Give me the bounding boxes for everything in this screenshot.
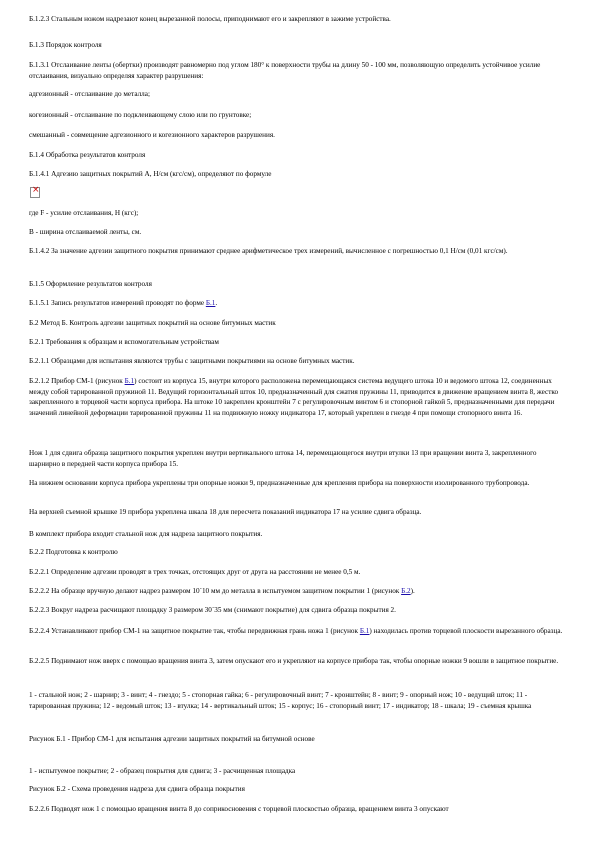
paragraph: Б.1.5.1 Запись результатов измерений проводят по форме Б.1. [29,299,218,307]
paragraph: адгезионный - отслаивание до металла; [29,90,150,98]
paragraph [29,586,569,597]
paragraph: Б.1.4.2 За значение адгезии защитного покрытия принимают среднее арифметическое трех измерений, вычисленное с погрешностью 0,1 Н/см (0,01 кгс/см). [29,247,508,255]
paragraph-text: ) состоит из корпуса 15, внутри которого расположена перемещающаяся система ведущего штока 10 и ведомого штока 12, соединенных между собой тарированной пружиной 11. Ведущий горизонтальный шток 10, предназначенный для сжатия пружины 11, приводится в движение вращением винта 8, жестко закрепленного в торцевой части корпуса прибора. На штоке 10 закреплен кронштейн 7 с регулировочным винтом 6 и стопорной гайкой 5, предназначенными для передачи значений линейной деформации тарированной пружины 11 на подвижную ножку индикатора 17, который укреплен в гнезде 4 при помощи стопорного винта 16. [29,377,559,417]
paragraph: B - ширина отслаиваемой ленты, см. [29,228,142,236]
paragraph-text: ) находилась против торцевой плоскости вырезанного образца. [369,627,563,635]
figure-b1-link[interactable]: Б.1 [359,627,370,635]
section-heading: Б.1.4 Обработка результатов контроля [29,151,146,159]
paragraph: Б.2.2.3 Вокруг надреза расчищают площадку 3 размером 30´35 мм (снимают покрытие) для сдвига образца покрытия 2. [29,606,396,614]
section-heading: Б.1.5 Оформление результатов контроля [29,280,152,288]
figure-b1-link[interactable]: Б.1 [124,377,135,385]
paragraph: Б.2.2.6 Подводят нож 1 с помощью вращения винта 8 до соприкосновения с торцевой плоскостью образца, вращением винта 3 опускают [29,805,449,813]
paragraph-text: Б.2.2.2 На образце вручную делают надрез размером 10´10 мм до металла в испытуемом защитном покрытии 1 (рисунок [29,587,400,595]
paragraph: В комплект прибора входит стальной нож для надреза защитного покрытия. [29,530,263,538]
paragraph: Б.2.2.1 Определение адгезии проводят в трех точках, отстоящих друг от друга на расстоянии не менее 0,5 м. [29,568,361,576]
paragraph: Нож 1 для сдвига образца защитного покрытия укреплен внутри вертикального штока 14, перемещающегося внутри втулки 13 при вращении винта 3, закрепленного шарнирно в передней части корпуса прибора 15. [29,449,537,468]
paragraph: Б.1.4.1 Адгезию защитных покрытий А, Н/см (кгс/см), определяют по формуле [29,170,272,178]
paragraph-text: Б.2.1.2 Прибор СМ-1 (рисунок [29,377,123,385]
section-heading: Б.2 Метод Б. Контроль адгезии защитных покрытий на основе битумных мастик [29,319,276,327]
section-heading: Б.2.2 Подготовка к контролю [29,548,118,556]
section-heading: Б.2.1 Требования к образцам и вспомогательным устройствам [29,338,219,346]
paragraph: где F - усилие отслаивания, Н (кгс); [29,209,139,217]
paragraph: когезионный - отслаивание по подклеивающему слою или по грунтовке; [29,111,252,119]
broken-image-icon [30,187,40,198]
figure-b2-link[interactable]: Б.2 [401,587,411,595]
paragraph-text: ). [410,587,415,595]
paragraph: На нижнем основании корпуса прибора укреплены три опорные ножки 9, предназначенные для крепления прибора на поверхности изолированного трубопровода. [29,479,530,487]
paragraph [29,376,569,418]
paragraph: На верхней съемной крышке 19 прибора укреплена шкала 18 для пересчета показаний индикатора 17 на усилие сдвига образца. [29,508,422,516]
section-heading: Б.1.3 Порядок контроля [29,41,102,49]
figure-legend: 1 - испытуемое покрытие; 2 - образец покрытия для сдвига; 3 - расчищенная площадка [29,767,296,775]
paragraph: Б.1.2.3 Стальным ножом надрезают конец вырезанной полосы, приподнимают его и закрепляют в зажиме устройства. [29,15,391,23]
figure-caption: Рисунок Б.2 - Схема проведения надреза для сдвига образца покрытия [29,785,245,793]
paragraph: Б.1.3.1 Отслаивание ленты (обертки) производят равномерно под углом 180° к поверхности трубы на длину 50 - 100 мм, позволяющую определить устойчивое усилие отслаивания, визуально определяя характер разрушения: [29,61,541,80]
paragraph: Б.2.2.5 Поднимают нож вверх с помощью вращения винта 3, затем опускают его и укрепляют на корпусе прибора так, чтобы опорные ножки 9 вошли в защитное покрытие. [29,657,559,665]
paragraph: Б.2.1.1 Образцами для испытания являются трубы с защитными покрытиями на основе битумных мастик. [29,357,355,365]
paragraph [29,626,569,637]
paragraph-text: Б.1.5.1 Запись результатов измерений проводят по форме [29,299,205,307]
paragraph-text: Б.2.2.4 Устанавливают прибор СМ-1 на защитное покрытие так, чтобы передвижная грань ножа 1 (рисунок [29,627,359,635]
figure-legend: 1 - стальной нож; 2 - шарнир; 3 - винт; 4 - гнездо; 5 - стопорная гайка; 6 - регулировочный винт; 7 - кронштейн; 8 - винт; 9 - опорный нож; 10 - ведущий шток; 11 - тарированная пружина; 12 - ведомый шток; 13 - втулка; 14 - вертикальный шток; 15 - корпус; 16 - стопорный винт; 17 - индикатор; 18 - шкала; 19 - съемная крышка [29,691,532,710]
figure-caption: Рисунок Б.1 - Прибор СМ-1 для испытания адгезии защитных покрытий на битумной основе [29,735,315,743]
paragraph: смешанный - совмещение адгезионного и когезионного характеров разрушения. [29,131,275,139]
form-b1-link[interactable]: Б.1 [205,299,216,307]
